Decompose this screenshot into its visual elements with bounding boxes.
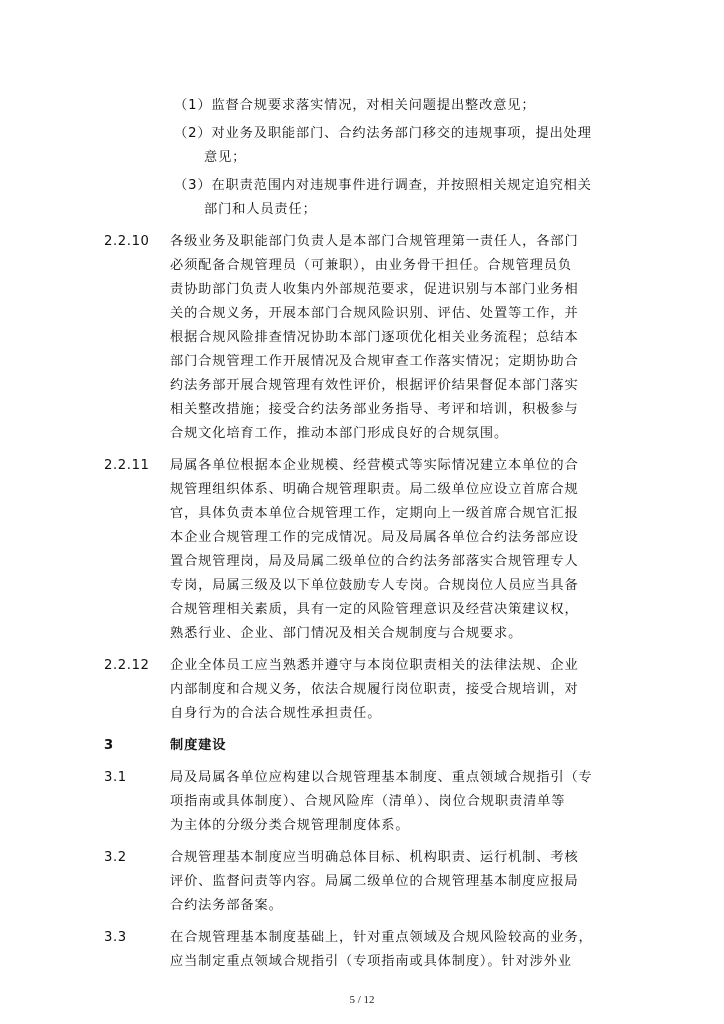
clause-line: 合规管理相关素质，具有一定的风险管理意识及经营决策建议权， [170, 602, 579, 617]
clause-line: 根据合规风险排查情况协助本部门逐项优化相关业务流程；总结本 [170, 330, 579, 345]
clause-line: 官，具体负责本单位合规管理工作，定期向上一级首席合规官汇报 [170, 506, 579, 521]
clause-line: 企业全体员工应当熟悉并遵守与本岗位职责相关的法律法规、企业 [170, 658, 579, 673]
list-item-line: 意见； [204, 150, 247, 165]
list-item-line: （3）在职责范围内对违规事件进行调查，并按照相关规定追究相关 [174, 178, 592, 193]
clause-line: 本企业合规管理工作的完成情况。局及局属各单位合约法务部应设 [170, 530, 579, 545]
list-item-line: 部门和人员责任； [204, 202, 317, 217]
clause-line: 约法务部开展合规管理有效性评价，根据评价结果督促本部门落实 [170, 378, 579, 393]
clause-line: 应当制定重点领域合规指引（专项指南或具体制度）。针对涉外业 [170, 954, 572, 969]
clause-line: 必须配备合规管理员（可兼职），由业务骨干担任。合规管理员负 [170, 258, 572, 273]
clause-line: 局及局属各单位应构建以合规管理基本制度、重点领域合规指引（专 [170, 770, 593, 785]
clause-line: 项指南或具体制度）、合规风险库（清单）、岗位合规职责清单等 [170, 794, 566, 809]
clause-line: 为主体的分级分类合规管理制度体系。 [170, 818, 410, 833]
clause-line: 熟悉行业、企业、部门情况及相关合规制度与合规要求。 [170, 626, 523, 641]
clause-line: 自身行为的合法合规性承担责任。 [170, 706, 382, 721]
clause-line: 专岗，局属三级及以下单位鼓励专人专岗。合规岗位人员应当具备 [170, 578, 579, 593]
section-number: 3 [104, 738, 114, 753]
section-heading: 制度建设 [170, 738, 227, 753]
clause-line: 在合规管理基本制度基础上，针对重点领域及合规风险较高的业务， [170, 930, 593, 945]
clause-line: 内部制度和合规义务，依法合规履行岗位职责，接受合规培训，对 [170, 682, 579, 697]
clause-number: 2.2.12 [104, 658, 150, 673]
clause-line: 各级业务及职能部门负责人是本部门合规管理第一责任人，各部门 [170, 234, 579, 249]
clause-line: 责协助部门负责人收集内外部规范要求，促进识别与本部门业务相 [170, 282, 579, 297]
clause-number: 2.2.10 [104, 234, 150, 249]
clause-line: 合规管理基本制度应当明确总体目标、机构职责、运行机制、考核 [170, 850, 579, 865]
clause-number: 3.1 [104, 770, 127, 785]
clause-line: 规管理组织体系、明确合规管理职责。局二级单位应设立首席合规 [170, 482, 579, 497]
clause-line: 合约法务部备案。 [170, 898, 283, 913]
clause-line: 关的合规义务，开展本部门合规风险识别、评估、处置等工作，并 [170, 306, 579, 321]
list-item-line: （2）对业务及职能部门、合约法务部门移交的违规事项，提出处理 [174, 126, 592, 141]
clause-number: 2.2.11 [104, 458, 150, 473]
clause-line: 合规文化培育工作，推动本部门形成良好的合规氛围。 [170, 426, 509, 441]
clause-line: 部门合规管理工作开展情况及合规审查工作落实情况；定期协助合 [170, 354, 579, 369]
clause-line: 相关整改措施；接受合约法务部业务指导、考评和培训，积极参与 [170, 402, 579, 417]
clause-line: 置合规管理岗，局及局属二级单位的合约法务部落实合规管理专人 [170, 554, 579, 569]
clause-number: 3.2 [104, 850, 127, 865]
clause-line: 局属各单位根据本企业规模、经营模式等实际情况建立本单位的合 [170, 458, 579, 473]
page-number: 5 / 12 [349, 994, 375, 1006]
clause-number: 3.3 [104, 930, 127, 945]
list-item-line: （1）监督合规要求落实情况，对相关问题提出整改意见； [174, 98, 536, 113]
clause-line: 评价、监督问责等内容。局属二级单位的合规管理基本制度应报局 [170, 874, 579, 889]
